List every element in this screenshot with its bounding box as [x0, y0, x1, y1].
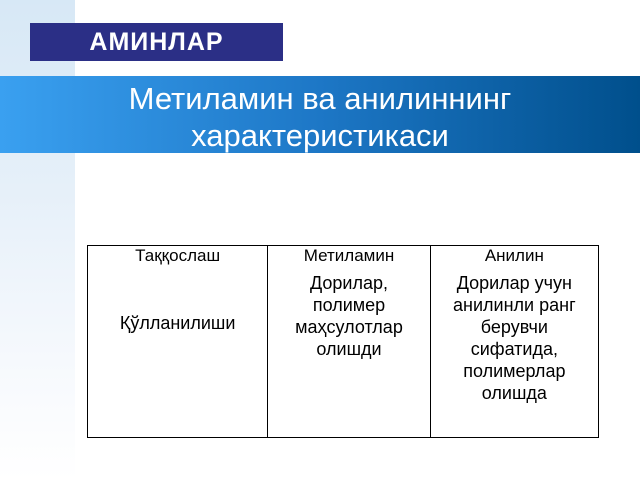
cell-line: берувчи — [480, 317, 548, 337]
cell-line: маҳсулотлар — [295, 317, 403, 337]
slide-title-line-1: Метиламин ва анилиннинг — [128, 81, 512, 116]
cell-line: сифатида, — [470, 339, 558, 359]
slide-title — [0, 80, 640, 154]
section-tag — [30, 23, 283, 61]
cell-line: олишда — [481, 383, 547, 403]
section-tag-label: АМИНЛАР — [89, 27, 224, 56]
cell-line: полимер — [312, 295, 386, 315]
table-header-row — [88, 246, 599, 273]
cell-line: Дорилар учун — [456, 273, 572, 293]
methylamine-usage-cell — [268, 272, 430, 438]
header-cell-aniline: Анилин — [430, 246, 598, 273]
cell-line: анилинли ранг — [453, 295, 576, 315]
left-gradient-strip — [0, 0, 75, 480]
header-cell-compare: Таққослаш — [88, 246, 268, 273]
header-cell-methylamine: Метиламин — [268, 246, 430, 273]
aniline-usage-cell — [430, 272, 598, 438]
slide-title-line-2: характеристикаси — [191, 118, 449, 153]
cell-line: олишди — [316, 339, 382, 359]
comparison-table — [87, 245, 599, 438]
cell-line: Дорилар, — [309, 273, 388, 293]
cell-line: полимерлар — [463, 361, 566, 381]
table-row — [88, 272, 599, 438]
row-label-cell: Қўлланилиши — [88, 272, 268, 438]
